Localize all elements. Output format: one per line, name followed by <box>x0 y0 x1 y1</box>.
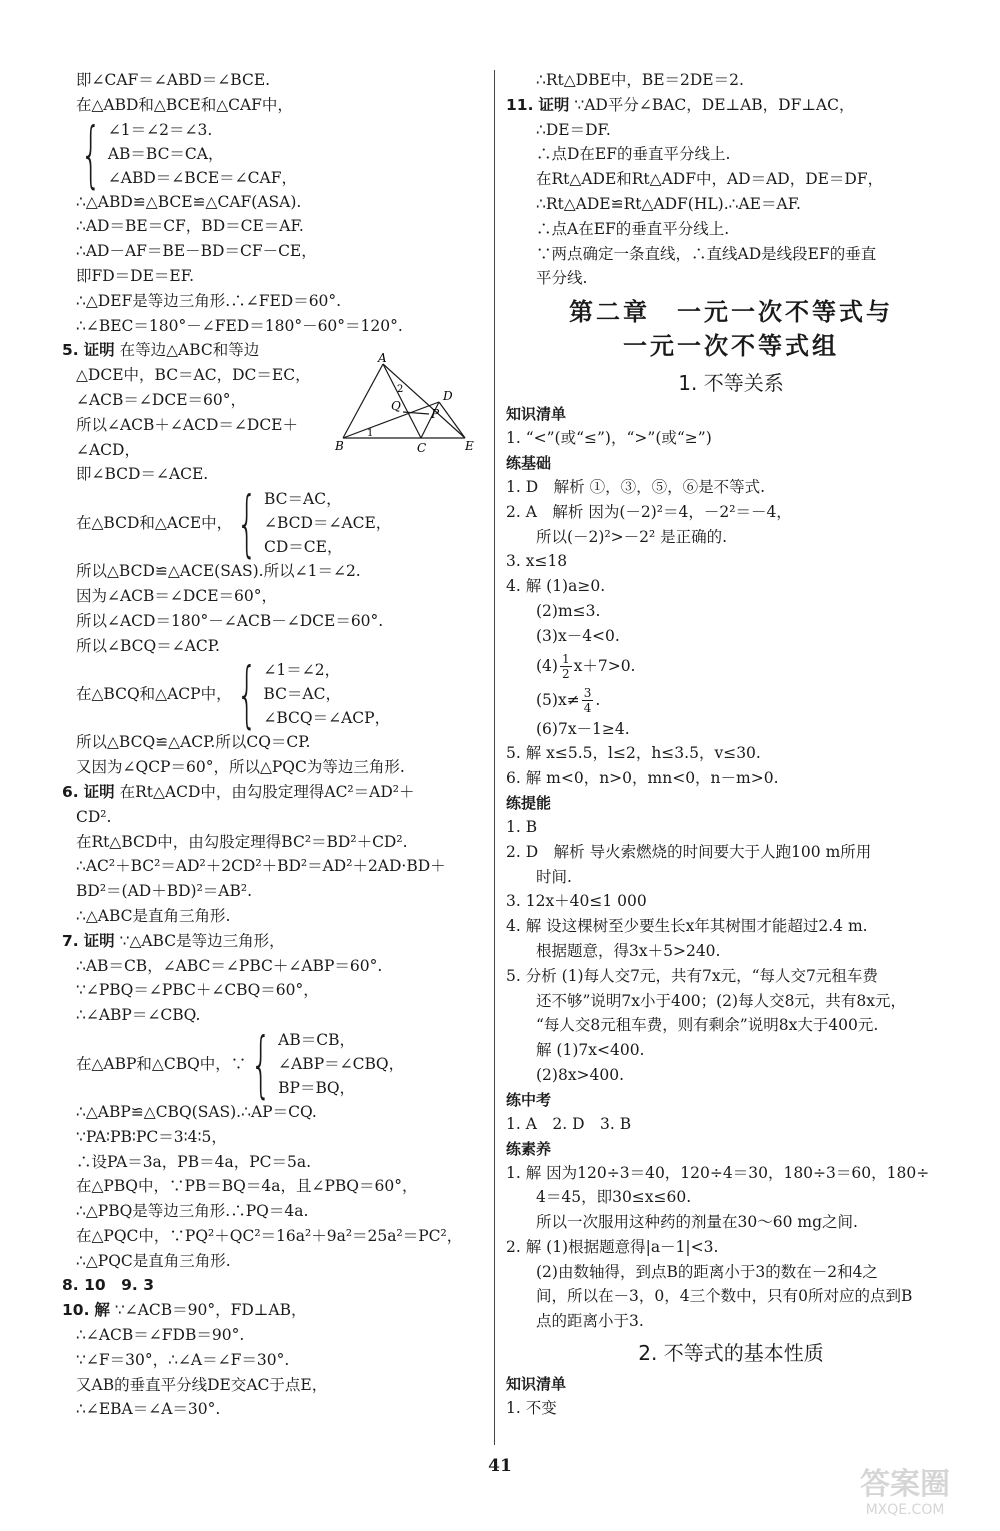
text-line: AB＝BC＝CA， <box>107 144 224 163</box>
text-line: (2)由数轴得，到点B的距离小于3的数在－2和4之 <box>536 1262 878 1281</box>
subheading-literacy: 练素养 <box>506 1139 552 1158</box>
text-line: BC＝AC， <box>263 685 341 704</box>
equation-system: 在△BCD和△ACE中， { BC＝AC， ∠BCD＝∠ACE， CD＝CE， <box>76 481 392 566</box>
question-11: 11. 证明 ∵AD平分∠BAC，DE⊥AB，DF⊥AC， <box>506 95 855 114</box>
text-line: 1. 解 因为120÷3＝40，120÷4＝30，180÷3＝60，180÷ <box>506 1163 930 1182</box>
text-line: 所以△BCD≌△ACE(SAS).所以∠1＝∠2. <box>76 562 361 581</box>
text-line: ∴AC²＋BC²＝AD²＋2CD²＋BD²＝AD²＋2AD·BD＋ <box>76 857 446 876</box>
text-line: (6)7x－1≥4. <box>536 719 630 738</box>
label-e: E <box>465 439 474 453</box>
right-column <box>506 68 956 1421</box>
text-line: 还不够”说明7x小于400；(2)每人交8元，共有8x元， <box>536 991 907 1010</box>
text-line: AB＝CB， <box>278 1030 355 1049</box>
label-p: P <box>431 407 440 421</box>
page-number: 41 <box>488 1456 512 1476</box>
text-line: ∴△ABP≌△CBQ(SAS).∴AP＝CQ. <box>76 1102 317 1121</box>
question-6: 6. 证明 在Rt△ACD中，由勾股定理得AC²＝AD²＋ <box>62 782 415 801</box>
text-line: 2. 解 (1)根据题意得|a－1|<3. <box>506 1237 719 1256</box>
text-line: ∴∠EBA＝∠A＝30°. <box>76 1400 221 1419</box>
text-line: ∴设PA＝3a，PB＝4a，PC＝5a. <box>76 1152 312 1171</box>
section-title-1: 1. 不等关系 <box>678 371 784 396</box>
text-line: 在△ABD和△BCE和△CAF中， <box>76 95 293 114</box>
text-line: 根据题意，得3x＋5>240. <box>536 941 721 960</box>
column-divider <box>494 70 495 1445</box>
left-column <box>62 68 490 1422</box>
text-line: ∴DE＝DF. <box>536 120 611 139</box>
label-a: A <box>378 352 387 365</box>
text-line: CD＝CE， <box>264 538 343 557</box>
fraction: $\frac{3}{4}$ <box>583 686 592 716</box>
equation-system: 在△BCQ和△ACP中， { ∠1＝∠2， BC＝AC， ∠BCQ＝∠ACP， <box>76 652 391 737</box>
text-line: 所以(－2)²>－2² 是正确的. <box>536 527 728 546</box>
text-line: 5. 分析 (1)每人交7元，共有7x元，“每人交7元租车费 <box>506 966 878 985</box>
text-line: ∴Rt△ADE≌Rt△ADF(HL).∴AE＝AF. <box>536 194 801 213</box>
text-line: 所以△BCQ≌△ACP.所以CQ＝CP. <box>76 733 311 752</box>
text-line: 间，所以在－3，0，4三个数中，只有0所对应的点到B <box>536 1287 913 1306</box>
fraction: $\frac{1}{2}$ <box>561 652 570 682</box>
text-line: 时间. <box>536 867 572 886</box>
svg-text:答案圈: 答案圈 <box>860 1467 950 1502</box>
brace: { <box>250 1021 272 1106</box>
label-d: D <box>443 389 453 403</box>
text-line: BP＝BQ， <box>278 1078 356 1097</box>
section-title-2: 2. 不等式的基本性质 <box>638 1341 824 1366</box>
text-line: 点的距离小于3. <box>536 1312 644 1331</box>
chapter-title: 第二章 一元一次不等式与 一元一次不等式组 <box>569 298 893 361</box>
text-line-fraction: (4) $\frac{1}{2}$ x＋7>0. <box>536 652 636 682</box>
brace: { <box>236 652 257 737</box>
text-line: BC＝AC， <box>264 490 342 509</box>
text-line: ∠ABP＝∠CBQ， <box>278 1054 405 1073</box>
text-line: ∠ACD， <box>76 440 140 459</box>
text-line: 2. A 解析 因为(－2)²＝4，－2²＝－4， <box>506 502 792 521</box>
question-8-9: 8. 10 9. 3 <box>62 1276 154 1295</box>
text-line: BD²＝(AD＋BD)²＝AB². <box>76 882 253 901</box>
text-line: 1. A 2. D 3. B <box>506 1114 632 1133</box>
text-line: CD². <box>76 807 112 826</box>
text-line: 在Rt△ADE和Rt△ADF中，AD＝AD，DE＝DF， <box>536 170 884 189</box>
text-line: (2)m≤3. <box>536 601 601 620</box>
question-10: 10. 解 ∵∠ACB＝90°，FD⊥AB， <box>62 1301 307 1320</box>
text-line: ∴△PBQ是等边三角形.∴PQ＝4a. <box>76 1202 309 1221</box>
triangle-figure <box>335 352 485 457</box>
text-line: 4. 解 设这棵树至少要生长x年其树围才能超过2.4 m. <box>506 917 868 936</box>
text-line: ∠BCD＝∠ACE， <box>264 514 392 533</box>
text-line: ∴△ABC是直角三角形. <box>76 906 231 925</box>
text-line: 平分线. <box>536 269 588 288</box>
text-line: 3. 12x＋40≤1 000 <box>506 892 647 911</box>
text-line: 在Rt△BCD中，由勾股定理得BC²＝BD²＋CD². <box>76 832 408 851</box>
subheading-ability: 练提能 <box>506 793 552 812</box>
text-line: ∴∠ABP＝∠CBQ. <box>76 1006 201 1025</box>
text-line: ∠ABD＝∠BCE＝∠CAF， <box>107 168 297 187</box>
label-q: Q <box>391 399 401 413</box>
text-line: 所以∠BCQ＝∠ACP. <box>76 636 220 655</box>
text-line: 即∠CAF＝∠ABD＝∠BCE. <box>76 71 271 89</box>
text-line: 2. D 解析 导火索燃烧的时间要大于人跑100 m所用 <box>506 842 872 861</box>
text-line: ∴AD－AF＝BE－BD＝CF－CE， <box>76 242 317 261</box>
brace: { <box>236 481 258 566</box>
text-line: ∵PA∶PB∶PC＝3∶4∶5， <box>76 1127 227 1146</box>
text-line: ∠ACB＝∠DCE＝60°， <box>76 390 246 409</box>
label-b: B <box>335 439 344 453</box>
text-line: 3. x≤18 <box>506 552 568 571</box>
subheading-knowledge-list: 知识清单 <box>506 1375 567 1394</box>
text-line: 6. 解 m<0，n>0，mn<0，n－m>0. <box>506 769 779 788</box>
svg-text:MXQE.COM: MXQE.COM <box>865 1502 945 1518</box>
text-line: ∠1＝∠2＝∠3. <box>107 120 213 139</box>
label-c: C <box>417 441 427 455</box>
text-line: 又因为∠QCP＝60°，所以△PQC为等边三角形. <box>76 758 405 777</box>
text-line: 解 (1)7x<400. <box>536 1041 645 1060</box>
text-line: ∴AD＝BE＝CF，BD＝CE＝AF. <box>76 217 304 236</box>
equation-system: 在△ABP和△CBQ中，∵ { AB＝CB， ∠ABP＝∠CBQ， BP＝BQ， <box>76 1021 405 1106</box>
watermark-logo <box>830 1460 980 1520</box>
text-line: ∴AB＝CB，∠ABC＝∠PBC＋∠ABP＝60°. <box>76 956 383 975</box>
text-line: △DCE中，BC＝AC，DC＝EC， <box>76 366 311 385</box>
text-line: 因为∠ACB＝∠DCE＝60°， <box>76 586 277 605</box>
text-line: 4＝45，即30≤x≤60. <box>536 1188 692 1207</box>
text-line: ∴△PQC是直角三角形. <box>76 1251 231 1270</box>
text-line: ∴Rt△DBE中，BE＝2DE＝2. <box>536 71 744 89</box>
text-line: 1. B <box>506 817 538 836</box>
text-line: (2)8x>400. <box>536 1065 625 1084</box>
text-line: ∠BCQ＝∠ACP， <box>263 709 391 728</box>
equation-system <box>62 111 490 196</box>
text-line: ∴点A在EF的垂直平分线上. <box>536 219 730 238</box>
text-line: 所以∠ACB＋∠ACD＝∠DCE＋ <box>76 415 298 434</box>
text-line: ∵∠PBQ＝∠PBC＋∠CBQ＝60°， <box>76 981 319 1000</box>
text-line: 又AB的垂直平分线DE交AC于点E， <box>76 1375 328 1394</box>
text-line: ∴∠BEC＝180°－∠FED＝180°－60°＝120°. <box>76 316 403 335</box>
text-line: ∴∠ACB＝∠FDB＝90°. <box>76 1326 245 1345</box>
text-line: ∠1＝∠2， <box>263 661 341 680</box>
text-line: 即∠BCD＝∠ACE. <box>76 465 209 484</box>
text-line: 在△PQC中，∵PQ²＋QC²＝16a²＋9a²＝25a²＝PC²， <box>76 1226 463 1245</box>
text-line: 1. 不变 <box>506 1399 557 1418</box>
text-line: “每人交8元租车费，则有剩余”说明8x大于400元. <box>536 1016 879 1035</box>
text-line: ∴△DEF是等边三角形.∴∠FED＝60°. <box>76 291 342 310</box>
text-line: 在△PBQ中，∵PB＝BQ＝4a，且∠PBQ＝60°， <box>76 1177 418 1196</box>
text-line: ∵两点确定一条直线，∴直线AD是线段EF的垂直 <box>536 244 877 263</box>
text-line-fraction: (5)x≠ $\frac{3}{4}$ . <box>536 686 601 716</box>
text-line: (3)x－4<0. <box>536 626 620 645</box>
text-line: ∴△ABD≌△BCE≌△CAF(ASA). <box>76 192 302 211</box>
text-line: 所以∠ACD＝180°－∠ACB－∠DCE＝60°. <box>76 611 384 630</box>
text-line: 4. 解 (1)a≥0. <box>506 577 606 596</box>
text-line: ∴点D在EF的垂直平分线上. <box>536 145 731 164</box>
text-line: 即FD＝DE＝EF. <box>76 266 195 285</box>
subheading-basics: 练基础 <box>506 453 552 472</box>
text-line: 1. “<”(或“≤”)，“>”(或“≥”) <box>506 429 712 448</box>
subheading-exam: 练中考 <box>506 1090 552 1109</box>
label-angle-2: 2 <box>397 384 404 395</box>
text-line: 所以一次服用这种药的剂量在30～60 mg之间. <box>536 1213 858 1232</box>
text-line: ∵∠F＝30°，∴∠A＝∠F＝30°. <box>76 1350 290 1369</box>
text-line: 1. D 解析 ①，③，⑤，⑥是不等式. <box>506 477 765 496</box>
text-line: 5. 解 x≤5.5，l≤2，h≤3.5，v≤30. <box>506 744 761 763</box>
label-angle-1: 1 <box>367 428 374 439</box>
brace: { <box>80 111 102 196</box>
question-7: 7. 证明 ∵△ABC是等边三角形， <box>62 931 285 950</box>
subheading-knowledge-list: 知识清单 <box>506 405 567 424</box>
question-5: 5. 证明 在等边△ABC和等边 <box>62 341 260 360</box>
